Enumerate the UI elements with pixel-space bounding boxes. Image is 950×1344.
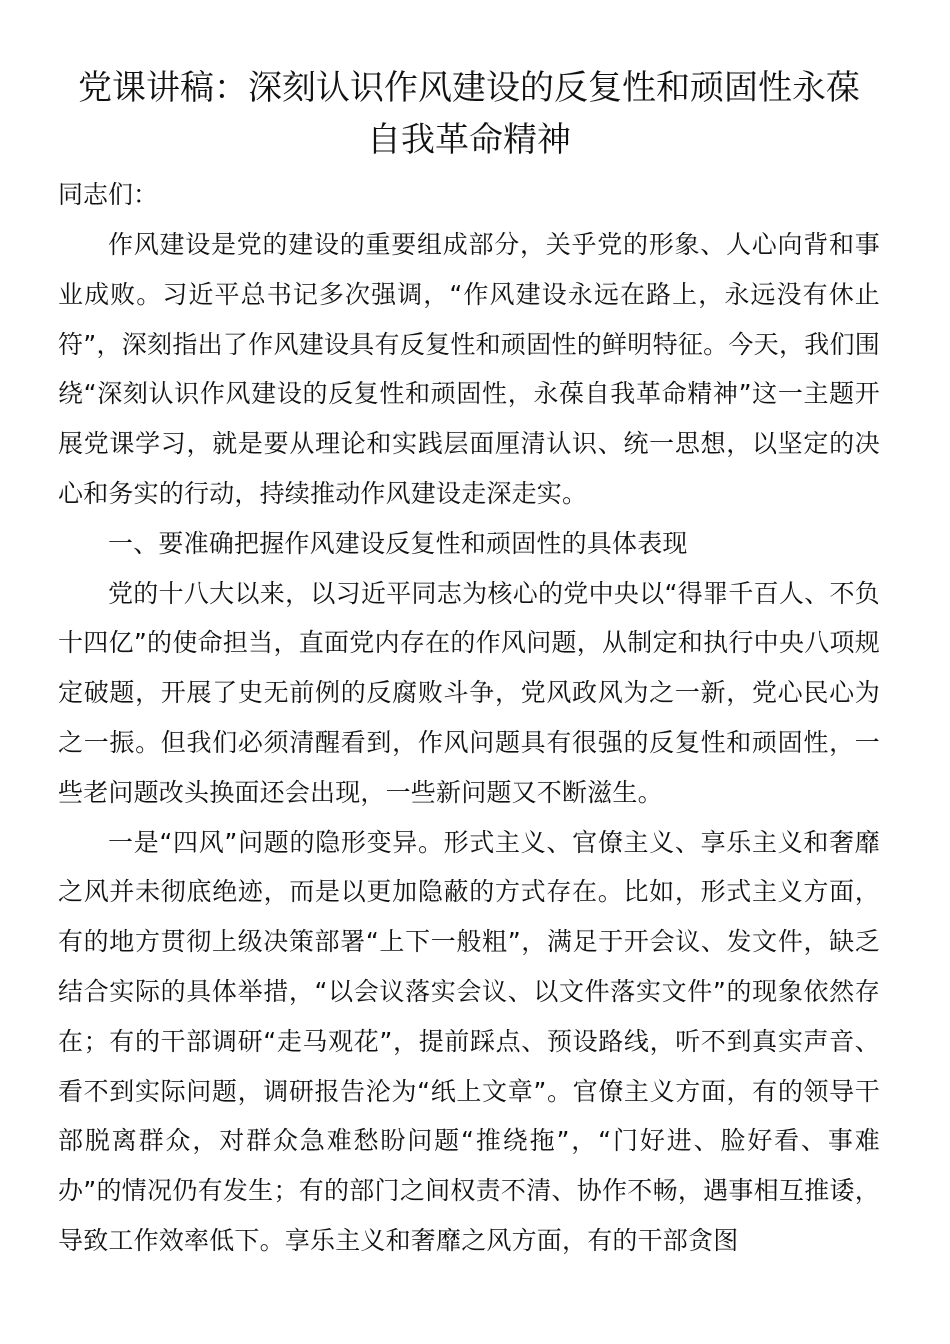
section-heading-1: 一、要准确把握作风建设反复性和顽固性的具体表现 xyxy=(108,528,688,558)
salutation: 同志们： xyxy=(58,180,159,209)
title-line-2: 自我革命精神 xyxy=(367,120,571,160)
document-title xyxy=(58,62,880,166)
paragraph-point-1: 一是“四风”问题的隐形变异。形式主义、官僚主义、享乐主义和奢靡之风并未彻底绝迹，而是以更加隐蔽的方式存在。比如，形式主义方面，有的地方贯彻上级决策部署“上下一般粗”，满足于开会议、发文件，缺乏结合实际的具体举措，“以会议落实会议、以文件落实文件”的现象依然存在；有的干部调研“走马观花”，提前踩点、预设路线，听不到真实声音、看不到实际问题，调研报告沦为“纸上文章”。官僚主义方面，有的领导干部脱离群众，对群众急难愁盼问题“推绕拖”，“门好进、脸好看、事难办”的情况仍有发生；有的部门之间权责不清、协作不畅，遇事相互推诿，导致工作效率低下。享乐主义和奢靡之风方面，有的干部贪图 xyxy=(58,827,880,1255)
title-line-1: 党课讲稿：深刻认识作风建设的反复性和顽固性永葆 xyxy=(78,68,860,108)
paragraph-intro: 作风建设是党的建设的重要组成部分，关乎党的形象、人心向背和事业成败。习近平总书记多次强调，“作风建设永远在路上，永远没有休止符”，深刻指出了作风建设具有反复性和顽固性的鲜明特征。今天，我们围绕“深刻认识作风建设的反复性和顽固性，永葆自我革命精神”这一主题开展党课学习，就是要从理论和实践层面厘清认识、统一思想，以坚定的决心和务实的行动，持续推动作风建设走深走实。 xyxy=(58,230,880,508)
paragraph-background: 党的十八大以来，以习近平同志为核心的党中央以“得罪千百人、不负十四亿”的使命担当，直面党内存在的作风问题，从制定和执行中央八项规定破题，开展了史无前例的反腐败斗争，党风政风为之一新，党心民心为之一振。但我们必须清醒看到，作风问题具有很强的反复性和顽固性，一些老问题改头换面还会出现，一些新问题又不断滋生。 xyxy=(58,578,880,807)
document-page xyxy=(58,62,880,1266)
